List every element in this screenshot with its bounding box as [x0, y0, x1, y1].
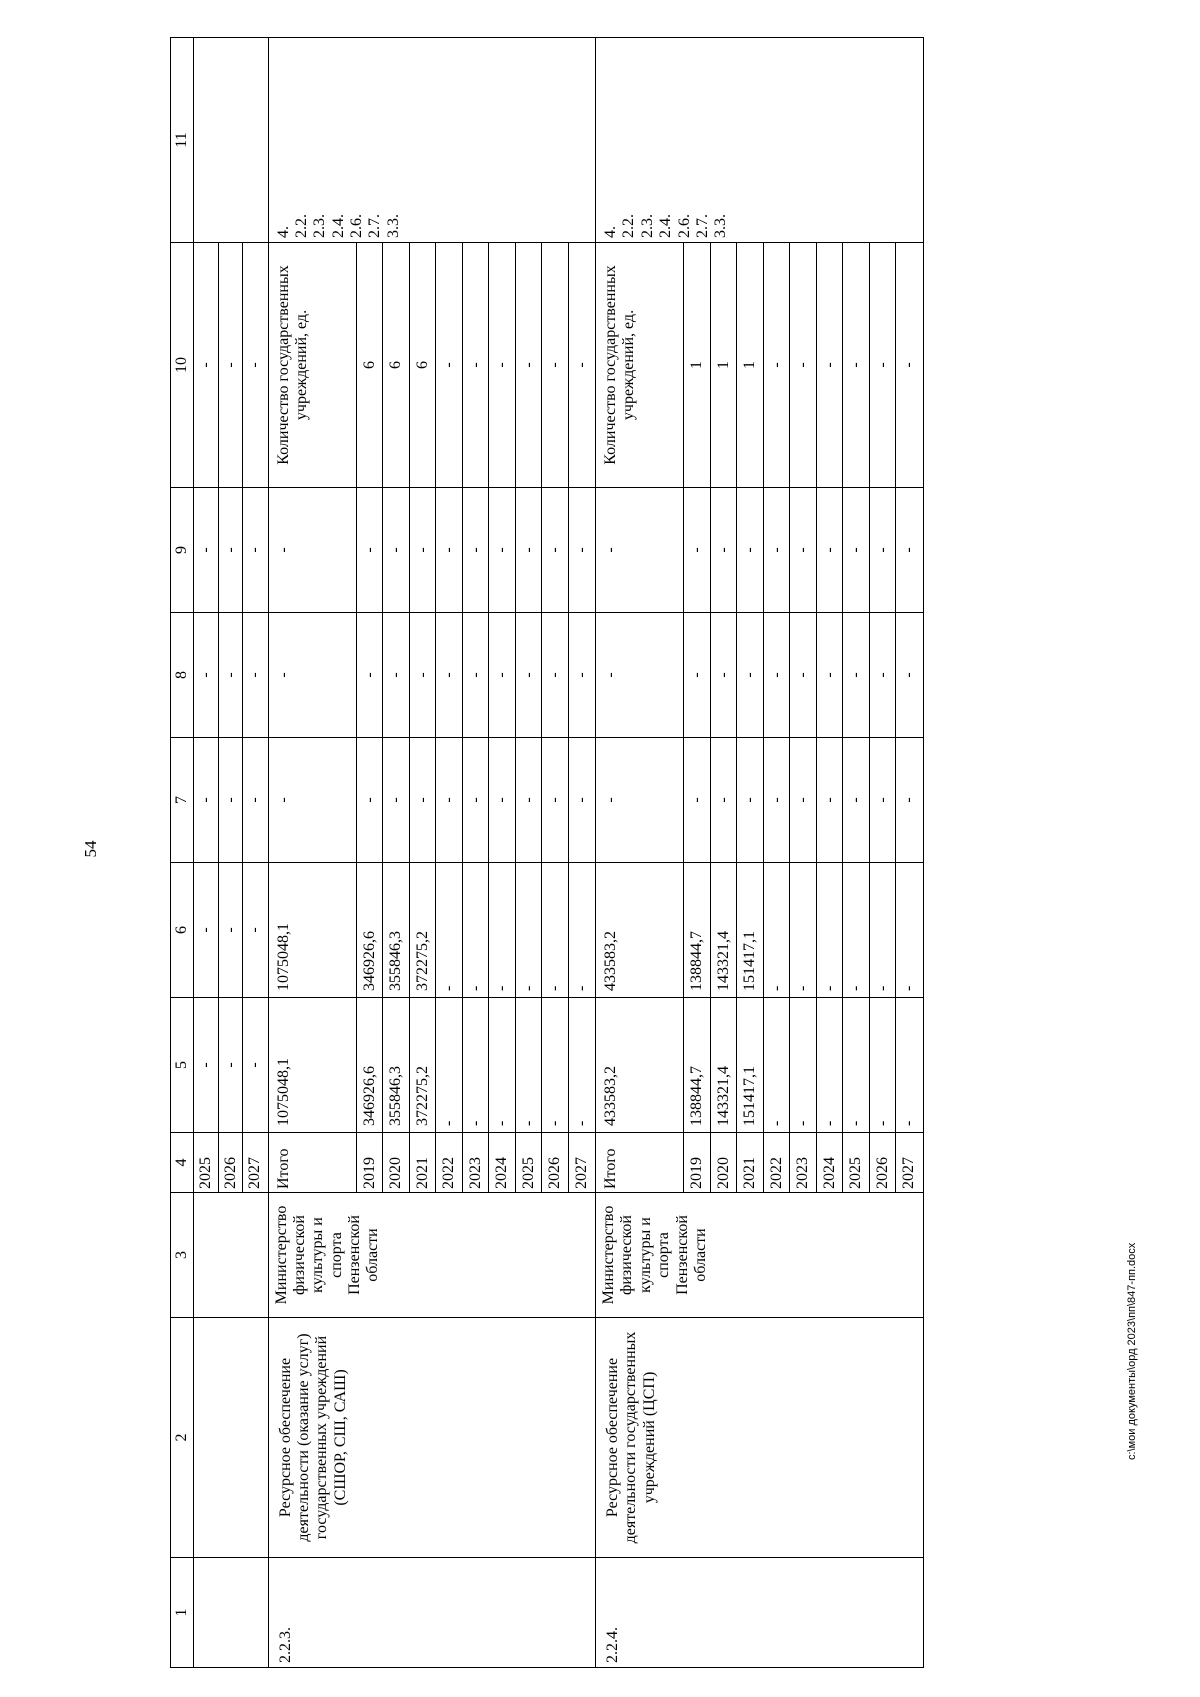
indicator-value: 1: [737, 243, 764, 487]
value-cell: -: [737, 488, 764, 612]
value-column-7: [268, 738, 596, 863]
value-cell: -: [246, 547, 263, 553]
value-cell: -: [489, 613, 516, 737]
value-cell: -: [357, 738, 384, 862]
value-cell: -: [572, 985, 590, 991]
year-cell: 2024: [817, 1133, 844, 1192]
value-cell: -: [489, 863, 516, 997]
column-number: 11: [171, 38, 194, 243]
value-cell: -: [843, 863, 870, 997]
empty-cell: [194, 1318, 269, 1558]
year-cell: 2023: [790, 1133, 817, 1192]
column-number: 6: [171, 863, 194, 998]
value-column-7: [596, 738, 924, 863]
value-cell: 151417,1: [737, 863, 764, 997]
value-cell: 372275,2: [410, 998, 437, 1132]
indicator-value: -: [463, 243, 490, 487]
value-cells-col6: [194, 863, 269, 998]
value-cell: -: [194, 243, 219, 487]
value-cell: -: [436, 613, 463, 737]
value-cell: -: [542, 488, 569, 612]
year-column: [268, 1133, 596, 1193]
year-column: [596, 1133, 924, 1193]
link-item: 2.2.: [292, 214, 310, 238]
value-cell: -: [900, 985, 917, 991]
value-cell: -: [764, 998, 791, 1132]
value-cell: 346926,6: [357, 998, 384, 1132]
indicator-column: [268, 243, 596, 488]
year-cells: [194, 1133, 269, 1193]
year-cell: 2021: [410, 1133, 437, 1192]
measure-name: [268, 1318, 596, 1558]
total-value: -: [596, 738, 684, 862]
measure-number: [596, 1558, 924, 1668]
empty-cell: [194, 38, 269, 243]
measure-row: [268, 38, 596, 1668]
value-cell: -: [572, 672, 590, 678]
value-column-8: [596, 613, 924, 738]
value-column-5: [268, 998, 596, 1133]
value-cell: -: [246, 797, 263, 803]
value-cell: -: [410, 738, 437, 862]
value-cell: 355846,3: [383, 998, 410, 1132]
value-column-6: [596, 863, 924, 998]
indicator-value: -: [870, 243, 897, 487]
year-cell: 2027: [572, 1157, 590, 1189]
value-cell: -: [790, 738, 817, 862]
value-cell: -: [817, 863, 844, 997]
links-column: [268, 38, 596, 243]
column-number: 2: [171, 1318, 194, 1558]
total-label: Итого: [269, 1133, 357, 1192]
value-cell: -: [489, 738, 516, 862]
value-cell: -: [463, 863, 490, 997]
measure-name-text: Ресурсное обеспечение деятельности (оказание услуг) государственных учреждений (СШОР, СШ, САШ): [276, 1333, 349, 1542]
year-cell: 2020: [383, 1133, 410, 1192]
value-cell: -: [516, 738, 543, 862]
link-item: 2.4.: [329, 214, 347, 238]
measure-number-text: 2.2.3.: [276, 1627, 294, 1663]
link-item: 2.7.: [366, 214, 384, 238]
year-cell: 2019: [357, 1133, 384, 1192]
value-cell: -: [711, 738, 738, 862]
value-cell: -: [843, 998, 870, 1132]
value-cell: -: [870, 488, 897, 612]
value-cell: -: [817, 998, 844, 1132]
column-number-row: [171, 38, 194, 1668]
value-cell: 372275,2: [410, 863, 437, 997]
value-cell: -: [463, 998, 490, 1132]
column-number: 10: [171, 243, 194, 488]
links-list: [596, 38, 734, 242]
link-item: 2.3.: [638, 214, 656, 238]
value-cell: -: [383, 488, 410, 612]
value-cell: -: [357, 613, 384, 737]
link-item: 4.: [274, 226, 292, 238]
executor: [268, 1193, 596, 1318]
value-cell: -: [900, 1120, 917, 1126]
value-cell: 151417,1: [737, 998, 764, 1132]
year-cell: 2025: [194, 1133, 219, 1192]
value-column-5: [596, 998, 924, 1133]
value-cell: -: [870, 738, 897, 862]
value-cell: -: [219, 613, 244, 737]
indicator-value: -: [900, 362, 917, 368]
value-cell: -: [489, 998, 516, 1132]
value-cell: -: [516, 863, 543, 997]
total-value: -: [596, 613, 684, 737]
indicator-value: 1: [684, 243, 711, 487]
value-cell: -: [684, 613, 711, 737]
value-cell: -: [219, 998, 244, 1132]
indicator-name: Количество государственных учреждений, ед.: [596, 243, 684, 487]
column-number: 1: [171, 1558, 194, 1668]
value-cell: -: [711, 488, 738, 612]
value-cell: -: [194, 613, 219, 737]
year-cell: 2019: [684, 1133, 711, 1192]
year-cell: 2023: [463, 1133, 490, 1192]
value-cell: -: [817, 738, 844, 862]
value-cell: -: [542, 613, 569, 737]
executor-text: Министерство физической культуры и спорта Пензенской области: [600, 1205, 709, 1305]
year-cell: 2026: [870, 1133, 897, 1192]
value-cell: -: [817, 488, 844, 612]
value-column-9: [596, 488, 924, 613]
value-cell: 138844,7: [684, 863, 711, 997]
indicator-name: Количество государственных учреждений, ед.: [269, 243, 357, 487]
value-cell: -: [843, 738, 870, 862]
link-item: 2.3.: [311, 214, 329, 238]
value-cell: -: [870, 613, 897, 737]
value-cell: 143321,4: [711, 998, 738, 1132]
column-number: 3: [171, 1193, 194, 1318]
year-cell: 2025: [843, 1133, 870, 1192]
value-cells-col5: [194, 998, 269, 1133]
executor: [596, 1193, 924, 1318]
value-cell: -: [790, 613, 817, 737]
value-cell: -: [246, 672, 263, 678]
year-cell: 2022: [764, 1133, 791, 1192]
value-cells-col8: [194, 613, 269, 738]
indicator-value: -: [764, 243, 791, 487]
link-item: 3.3.: [384, 214, 402, 238]
value-cell: -: [194, 998, 219, 1132]
indicator-value: -: [843, 243, 870, 487]
total-label: Итого: [596, 1133, 684, 1192]
value-cell: -: [383, 613, 410, 737]
indicator-value: -: [489, 243, 516, 487]
year-cell: 2024: [489, 1133, 516, 1192]
value-cell: -: [219, 738, 244, 862]
value-cell: -: [489, 488, 516, 612]
indicator-value: 6: [410, 243, 437, 487]
indicator-value: 6: [357, 243, 384, 487]
value-cell: -: [436, 488, 463, 612]
indicator-value: -: [790, 243, 817, 487]
value-cell: -: [900, 797, 917, 803]
value-cell: -: [219, 863, 244, 997]
link-item: 2.6.: [675, 214, 693, 238]
empty-cell: [194, 1558, 269, 1668]
year-cell: 2027: [900, 1157, 917, 1189]
indicator-value: -: [516, 243, 543, 487]
indicator-value: -: [436, 243, 463, 487]
value-column-8: [268, 613, 596, 738]
value-cell: -: [711, 613, 738, 737]
value-column-9: [268, 488, 596, 613]
total-value: -: [269, 738, 357, 862]
value-cell: -: [246, 1062, 263, 1068]
value-cell: -: [357, 488, 384, 612]
total-value: 1075048,1: [269, 998, 357, 1132]
value-cell: -: [790, 488, 817, 612]
value-cell: -: [684, 738, 711, 862]
value-cell: -: [870, 863, 897, 997]
value-cell: -: [463, 488, 490, 612]
indicator-value: 6: [383, 243, 410, 487]
value-cell: -: [410, 488, 437, 612]
value-cell: -: [436, 863, 463, 997]
value-cell: -: [542, 863, 569, 997]
value-cell: -: [900, 547, 917, 553]
indicator-value: -: [572, 362, 590, 368]
value-cell: 346926,6: [357, 863, 384, 997]
link-item: 2.2.: [620, 214, 638, 238]
total-value: -: [596, 488, 684, 612]
year-cell: 2027: [246, 1157, 263, 1189]
total-value: 433583,2: [596, 863, 684, 997]
value-cell: -: [436, 998, 463, 1132]
program-table: [170, 37, 924, 1668]
value-column-6: [268, 863, 596, 998]
value-cell: -: [764, 863, 791, 997]
value-cell: -: [219, 243, 244, 487]
measure-number-text: 2.2.4.: [604, 1627, 621, 1663]
measure-row: [596, 38, 924, 1668]
column-number: 7: [171, 738, 194, 863]
value-cell: -: [764, 613, 791, 737]
value-cell: -: [870, 998, 897, 1132]
value-cell: 143321,4: [711, 863, 738, 997]
year-cell: 2021: [737, 1133, 764, 1192]
value-cell: -: [516, 998, 543, 1132]
column-number: 5: [171, 998, 194, 1133]
value-cell: -: [764, 488, 791, 612]
value-cell: -: [572, 547, 590, 553]
links-list: [269, 38, 407, 242]
value-cells-col10: [194, 243, 269, 488]
link-item: 2.4.: [657, 214, 675, 238]
value-cell: -: [684, 488, 711, 612]
link-item: 2.6.: [348, 214, 366, 238]
column-number: 4: [171, 1133, 194, 1193]
value-cell: 355846,3: [383, 863, 410, 997]
year-cell: 2020: [711, 1133, 738, 1192]
value-cell: -: [542, 738, 569, 862]
indicator-value: -: [817, 243, 844, 487]
total-value: 433583,2: [596, 998, 684, 1132]
value-cell: -: [790, 863, 817, 997]
executor-text: Министерство физической культуры и спорта Пензенской области: [272, 1205, 382, 1305]
rotated-table-area: [170, 38, 1115, 1668]
page-number: 54: [81, 840, 100, 858]
total-value: 1075048,1: [269, 863, 357, 997]
empty-cell: [194, 1193, 269, 1318]
column-number: 8: [171, 613, 194, 738]
link-item: 2.7.: [693, 214, 711, 238]
value-cell: -: [737, 738, 764, 862]
indicator-value: 1: [711, 243, 738, 487]
value-cell: -: [572, 797, 590, 803]
value-cell: -: [246, 362, 263, 368]
value-cell: -: [737, 613, 764, 737]
measure-number: [268, 1558, 596, 1668]
link-item: 4.: [602, 226, 619, 238]
value-cell: -: [463, 613, 490, 737]
links-column: [596, 38, 924, 243]
year-cell: 2026: [542, 1133, 569, 1192]
value-cell: -: [410, 613, 437, 737]
value-cell: -: [790, 998, 817, 1132]
value-cell: -: [843, 613, 870, 737]
value-cell: -: [900, 672, 917, 678]
value-cell: -: [194, 863, 219, 997]
value-cells-col9: [194, 488, 269, 613]
year-cell: 2022: [436, 1133, 463, 1192]
value-cell: 138844,7: [684, 998, 711, 1132]
value-cells-col7: [194, 738, 269, 863]
measure-name: [596, 1318, 924, 1558]
continuation-row: [194, 38, 269, 1668]
value-cell: -: [764, 738, 791, 862]
value-cell: -: [463, 738, 490, 862]
year-cell: 2026: [219, 1133, 244, 1192]
value-cell: -: [843, 488, 870, 612]
value-cell: -: [817, 613, 844, 737]
value-cell: -: [542, 998, 569, 1132]
total-value: -: [269, 488, 357, 612]
value-cell: -: [516, 613, 543, 737]
column-number: 9: [171, 488, 194, 613]
year-cell: 2025: [516, 1133, 543, 1192]
value-cell: -: [194, 738, 219, 862]
value-cell: -: [246, 927, 263, 933]
value-cell: -: [194, 488, 219, 612]
indicator-value: -: [542, 243, 569, 487]
total-value: -: [269, 613, 357, 737]
value-cell: -: [383, 738, 410, 862]
value-cell: -: [436, 738, 463, 862]
value-cell: -: [219, 488, 244, 612]
measure-name-text: Ресурсное обеспечение деятельности государственных учреждений (ЦСП): [604, 1331, 658, 1544]
value-cell: -: [572, 1120, 590, 1126]
indicator-column: [596, 243, 924, 488]
value-cell: -: [516, 488, 543, 612]
link-item: 3.3.: [712, 214, 730, 238]
footer-file-path: c:\мои документы\орд 2023\пп\847-пп.docx: [1126, 1242, 1138, 1460]
